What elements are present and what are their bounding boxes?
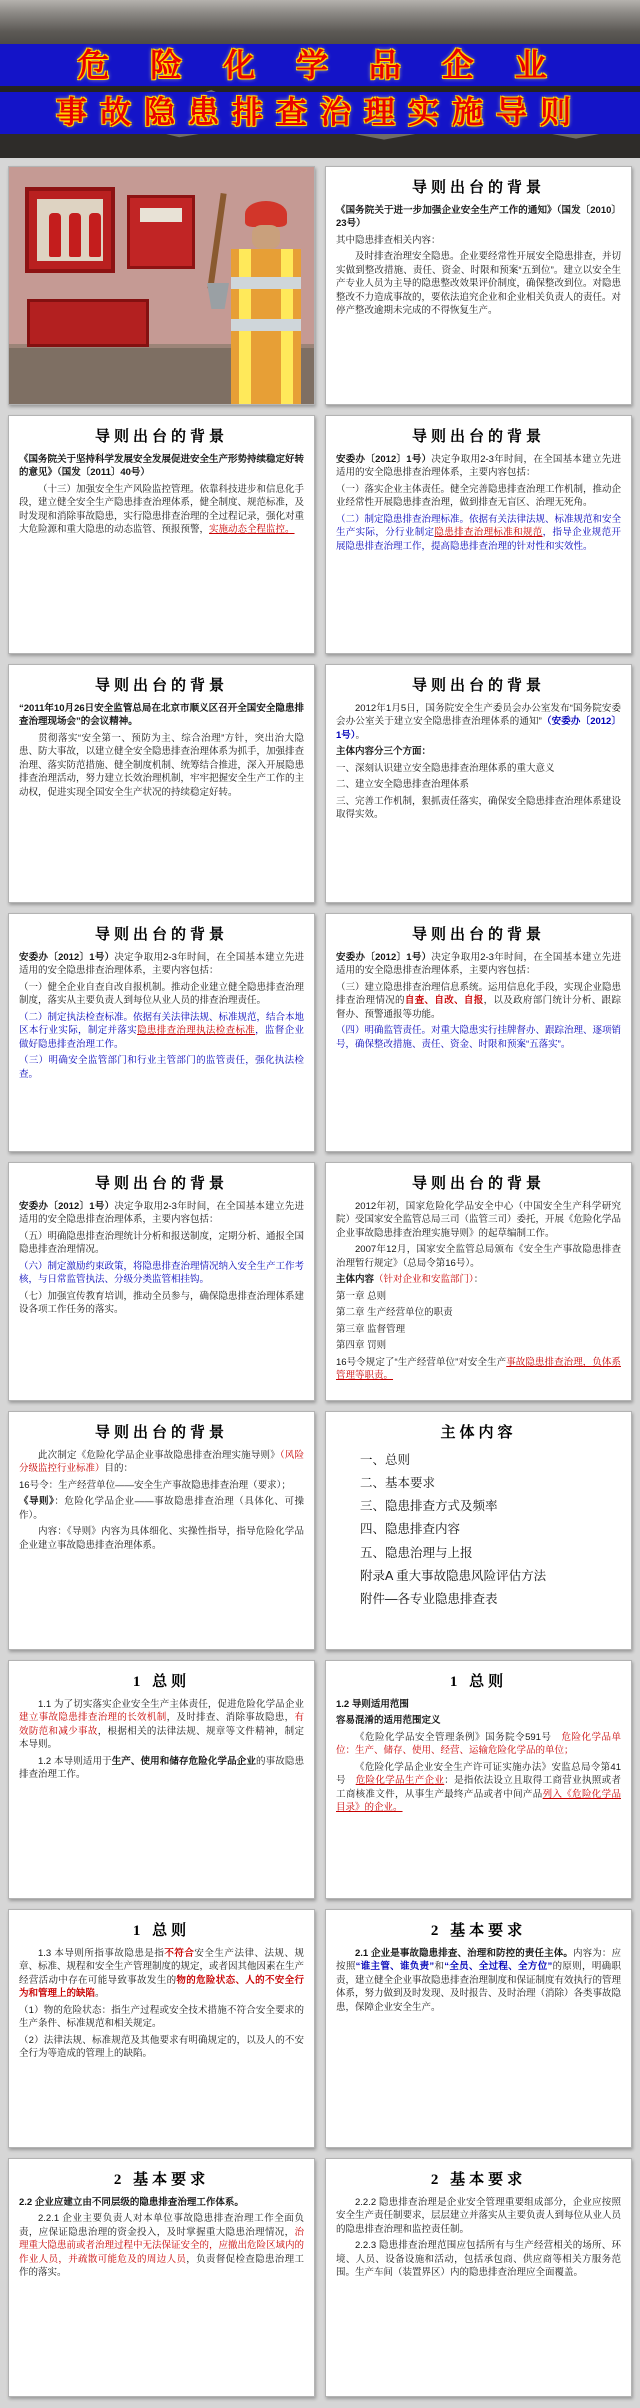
- slide-body: [336, 2196, 621, 2280]
- slide-paragraph: 《国务院关于进一步加强企业安全生产工作的通知》（国发〔2010〕23号）: [336, 205, 621, 230]
- slide-paragraph: 三、隐患排查方式及频率: [360, 1499, 498, 1514]
- slide-paragraph: 1.3 本导则所指事故隐患是指不符合安全生产法律、法规、规章、标准、规程和安全生产管理制度的规定，或者因其他因素在生产经营活动中存在可能导致事故发生的物的危险状态、人的不安全行为和管理上的缺陷。: [19, 1948, 305, 2000]
- slide-paragraph: （四）明确监管责任。对重大隐患实行挂牌督办、跟踪治理、逐项销号，确保整改措施、责任、资金、时限和预案“五落实”。: [336, 1025, 622, 1050]
- slide-paragraph: “2011年10月26日安全监管总局在北京市顺义区召开全国安全隐患排查治理现场会”的会议精神。: [19, 703, 304, 728]
- slide-paragraph: （一）健全企业自查自改自报机制。推动企业建立健全隐患排查治理制度，落实从主要负责人到每位从业人员的排查治理责任。: [19, 981, 305, 1007]
- slide-card: [8, 913, 315, 1152]
- slide-paragraph: 附录A 重大事故隐患风险评估方法: [360, 1568, 547, 1583]
- slide-card: [325, 2158, 632, 2397]
- slide-paragraph: 五、隐患治理与上报: [360, 1545, 473, 1560]
- slide-paragraph: 《导则》：危险化学品企业——事故隐患排查治理（具体化、可操作）。: [19, 1496, 304, 1521]
- slide-paragraph: （二）制定执法检查标准。依据有关法律法规、标准规范，结合本地区本行业实际，制定并落实隐患排查治理执法检查标准，监督企业做好隐患排查治理工作。: [19, 1011, 305, 1050]
- slide-title: 导则出台的背景: [94, 927, 228, 943]
- slide-paragraph: 16号令规定了“生产经营单位”对安全生产事故隐患排查治理，负体系管理等职责。: [336, 1356, 621, 1382]
- slide-paragraph: 2.1 企业是事故隐患排查、治理和防控的责任主体。内容为：应按照“谁主管、谁负责”和“全员、全过程、全方位”的原则，明确职责，建立健全企业事故隐患排查治理制度和保证制度有效执行的管理体系，努力做到及时发现、及时报告、及时治理（消除）各类事故隐患，保障企业安全生产。: [336, 1948, 622, 2013]
- slide-body: [336, 1449, 621, 1611]
- safety-helmet: [245, 201, 287, 227]
- slide-body: [19, 1947, 304, 2061]
- slide-body: [336, 1200, 621, 1383]
- slide-paragraph: （五）明确隐患排查治理统计分析和报送制度，定期分析、通报全国隐患排查治理情况。: [19, 1230, 305, 1256]
- slide-title: 导则出台的背景: [94, 678, 228, 694]
- slide-title: 导则出台的背景: [411, 1176, 545, 1192]
- slide-paragraph: （1）物的危险状态：指生产过程或安全技术措施不符合安全要求的生产条件、标准规范和相关规定。: [19, 2004, 304, 2030]
- slide-body: [19, 1698, 304, 1782]
- slide-paragraph: 第四章 罚则: [336, 1340, 387, 1352]
- slide-paragraph: 其中隐患排查相关内容：: [336, 234, 441, 246]
- slide-body: [336, 1698, 621, 1815]
- slide-title: 导则出台的背景: [411, 678, 545, 694]
- fire-extinguisher: [89, 213, 101, 257]
- reflective-stripe: [231, 277, 301, 289]
- slide-card: [8, 1411, 315, 1650]
- slide-paragraph: （二）制定隐患排查治理标准。依据有关法律法规、标准规范和安全生产实际，分行业制定隐患排查治理标准和规范，指导企业规范开展隐患排查治理工作，提高隐患排查治理的针对性和实效性。: [336, 513, 622, 552]
- slide-body: [336, 951, 621, 1051]
- slide-body: [336, 1947, 621, 2014]
- slide-body: [19, 1449, 304, 1552]
- slide-title: 2 基本要求: [430, 2172, 527, 2188]
- slide-paragraph: 贯彻落实“安全第一、预防为主、综合治理”方针，突出治大隐患、防大事故，以建立健全安全隐患排查治理体系为抓手，加强排查治理、落实防范措施、健全制度机制、统筹结合推进，深入开展隐患排查治理活动，努力建立长效治理机制，牢牢把握安全生产工作的主动权，促进实现全国安全生产状况的持续稳定好转。: [19, 732, 305, 798]
- slide-paragraph: 2007年12月，国家安全监管总局颁布《安全生产事故隐患排查治理暂行规定》（总局令第16号）。: [336, 1244, 621, 1269]
- shovel-blade: [207, 283, 229, 309]
- slide-card: [8, 2158, 315, 2397]
- title-line-1: 危 险 化 学 品 企 业: [0, 44, 640, 86]
- slide-card: [325, 664, 632, 903]
- slide-paragraph: 一、深刻认识建立安全隐患排查治理体系的重大意义: [336, 762, 555, 774]
- slide-paragraph: 2012年初，国家危险化学品安全中心（中国安全生产科学研究院）受国家安全监管总局三司（监管三司）委托，开展《危险化学品企业事故隐患排查治理实施导则》的起草编制工作。: [336, 1201, 622, 1239]
- slide-card: [8, 415, 315, 654]
- slide-title: 1 总则: [132, 1674, 191, 1690]
- fire-box-label: [140, 208, 182, 222]
- reflective-stripe: [231, 319, 301, 331]
- slides-grid: [0, 158, 640, 2405]
- slide-card: [325, 166, 632, 405]
- slide-paragraph: 此次制定《危险化学品企业事故隐患排查治理实施导则》（风险分级监控行业标准）目的：: [19, 1450, 304, 1475]
- slide-body: [19, 951, 304, 1081]
- slide-paragraph: 1.1 为了切实落实企业安全生产主体责任，促进危险化学品企业建立事故隐患排查治理的长效机制，及时排查、消除事故隐患，有效防范和减少事故，根据相关的法律法规、规章等文件精神，制定本导则。: [19, 1699, 304, 1751]
- slide-card: [325, 913, 632, 1152]
- slide-title: 导则出台的背景: [411, 180, 545, 196]
- slide-paragraph: 2012年1月5日，国务院安全生产委员会办公室发布“国务院安委会办公室关于建立安全隐患排查治理体系的通知”（安委办〔2012〕1号）。: [336, 703, 621, 741]
- slide-body: [336, 702, 621, 822]
- slide-paragraph: （三）明确安全监管部门和行业主管部门的监管责任，强化执法检查。: [19, 1055, 304, 1080]
- slide-title: 2 基本要求: [430, 1923, 527, 1939]
- slide-title: 导则出台的背景: [411, 429, 545, 445]
- slide-paragraph: 安委办〔2012〕1号）决定争取用2-3年时间，在全国基本建立先进适用的安全隐患排查治理体系，主要内容包括：: [19, 952, 305, 977]
- slide-card: [325, 1909, 632, 2148]
- slide-card: [8, 664, 315, 903]
- slide-card: [325, 415, 632, 654]
- title-slide: [0, 0, 640, 158]
- slide-paragraph: 安委办〔2012〕1号）决定争取用2-3年时间，在全国基本建立先进适用的安全隐患排查治理体系，主要内容包括：: [336, 454, 622, 479]
- slide-paragraph: 四、隐患排查内容: [360, 1522, 461, 1537]
- slide-title: 导则出台的背景: [94, 429, 228, 445]
- slide-paragraph: （十三）加强安全生产风险监控管理。依靠科技进步和信息化手段，建立健全安全生产隐患排查治理体系，健全制度、规范标准，及时发现和消除事故隐患，实行隐患排查治理的全过程记录，强化对重大危险源和重大隐患的动态监管、预报预警，实施动态全程监控。: [19, 483, 305, 536]
- slide-paragraph: 2.2 企业应建立由不同层级的隐患排查治理工作体系。: [19, 2197, 244, 2208]
- slide-paragraph: 《国务院关于坚持科学发展安全发展促进安全生产形势持续稳定好转的意见》（国发〔2011〕40号）: [19, 454, 305, 479]
- fire-extinguisher-cabinet: [25, 187, 115, 273]
- slide-paragraph: 二、基本要求: [360, 1476, 436, 1491]
- slide-paragraph: 安委办〔2012〕1号）决定争取用2-3年时间，在全国基本建立先进适用的安全隐患排查治理体系，主要内容包括：: [336, 952, 622, 977]
- worker-head: [252, 225, 280, 249]
- slide-paragraph: 《危险化学品企业安全生产许可证实施办法》安监总局令第41号 危险化学品生产企业：是指依法设立且取得工商营业执照或者工商核准文件，从事生产最终产品或者中间产品列入《危险化学品目录》的企业。: [336, 1761, 621, 1814]
- slide-paragraph: （三）建立隐患排查治理信息系统。运用信息化手段，实现企业隐患排查治理情况的自查、自改、自报，以及政府部门统计分析、跟踪督办、预警通报等功能。: [336, 981, 622, 1020]
- slide-paragraph: 二、建立安全隐患排查治理体系: [336, 779, 470, 791]
- slide-paragraph: 1.2 本导则适用于生产、使用和储存危险化学品企业的事故隐患排查治理工作。: [19, 1755, 304, 1781]
- slide-paragraph: 第三章 监督管理: [336, 1323, 406, 1335]
- slide-title: 2 基本要求: [113, 2172, 210, 2188]
- slide-paragraph: （一）落实企业主体责任。健全完善隐患排查治理工作机制，推动企业经常性开展隐患排查治理，做到排查无盲区、治理无死角。: [336, 483, 622, 509]
- slide-title: 导则出台的背景: [94, 1176, 228, 1192]
- slide-paragraph: 安委办〔2012〕1号）决定争取用2-3年时间，在全国基本建立先进适用的安全隐患排查治理体系，主要内容包括：: [19, 1201, 305, 1226]
- slide-paragraph: （七）加强宣传教育培训，推动全员参与，确保隐患排查治理体系建设各项工作任务的落实。: [19, 1290, 305, 1316]
- slide-body: [336, 204, 621, 318]
- slide-card: [325, 1411, 632, 1650]
- slide-card: [8, 1162, 315, 1401]
- slide-paragraph: 内容：《导则》内容为具体细化、实操性指导，指导危险化学品企业建立事故隐患排查治理体系。: [19, 1526, 304, 1551]
- slide-paragraph: 第二章 生产经营单位的职责: [336, 1307, 453, 1319]
- slide-title: 1 总则: [449, 1674, 508, 1690]
- slide-paragraph: 三、完善工作机制，狠抓责任落实，确保安全隐患排查治理体系建设取得实效。: [336, 795, 622, 821]
- slide-card: [325, 1162, 632, 1401]
- fire-extinguisher: [49, 213, 61, 257]
- slide-body: [19, 453, 304, 537]
- slide-body: [19, 2196, 304, 2280]
- slide-paragraph: 及时排查治理安全隐患。企业要经常性开展安全隐患排查，并切实做到整改措施、责任、资金、时限和预案“五到位”。建立以安全生产专业人员为主导的隐患整改效果评价制度，确保整改到位。对隐患整改不力造成事故的，要依法追究企业和企业相关负责人的责任。对停产整改逾期未完成的不得恢复生产。: [336, 251, 622, 317]
- slide-body: [336, 453, 621, 553]
- slide-paragraph: 2.2.1 企业主要负责人对本单位事故隐患排查治理工作全面负责，应保证隐患治理的资金投入，及时掌握重大隐患治理情况，治理重大隐患前或者治理过程中无法保证安全的，应撤出危险区域内的作业人员，并疏散可能危及的周边人员，负责督促检查隐患治理工作的落实。: [19, 2213, 305, 2279]
- shovel-handle: [207, 193, 226, 289]
- cabinet-glass: [37, 199, 103, 261]
- slide-paragraph: 1.2 导则适用范围: [336, 1699, 409, 1710]
- slide-paragraph: 主体内容分三个方面：: [336, 746, 432, 758]
- slide-title: 主体内容: [440, 1425, 517, 1441]
- slide-paragraph: 2.2.3 隐患排查治理范围应包括所有与生产经营相关的场所、环境、人员、设备设施和活动，包括承包商、供应商等相关方服务范围。生产车间（装置界区）内的隐患排查治理应全面覆盖。: [336, 2240, 621, 2279]
- slide-card: [325, 1660, 632, 1899]
- slide-paragraph: 16号令：生产经营单位——安全生产事故隐患排查治理（要求）；: [19, 1479, 291, 1491]
- slide-paragraph: 容易混淆的适用范围定义: [336, 1715, 441, 1727]
- photo-slide-fire-equipment: [8, 166, 315, 405]
- slide-paragraph: 2.2.2 隐患排查治理是企业安全管理重要组成部分，企业应按照安全生产责任制要求，层层建立并落实从主要负责人到每位从业人员的隐患排查治理和监控责任制。: [336, 2197, 622, 2235]
- slide-title: 导则出台的背景: [94, 1425, 228, 1441]
- fire-extinguisher: [69, 213, 81, 257]
- slide-paragraph: 一、总则: [360, 1453, 411, 1467]
- fire-hose-box: [127, 195, 195, 269]
- slide-card: [8, 1909, 315, 2148]
- slide-paragraph: 第一章 总则: [336, 1290, 387, 1302]
- slide-body: [19, 702, 304, 799]
- slide-paragraph: 附件—各专业隐患排查表: [360, 1591, 498, 1606]
- worker-hi-vis-vest: [231, 249, 301, 405]
- slide-body: [19, 1200, 304, 1317]
- slide-paragraph: 主体内容（针对企业和安监部门）：: [336, 1274, 484, 1286]
- slide-paragraph: （六）制定激励约束政策，将隐患排查治理情况纳入安全生产工作考核，与日常监管执法、分级分类监管相挂钩。: [19, 1260, 305, 1286]
- slide-paragraph: 《危险化学品安全管理条例》国务院令591号 危险化学品单位：生产、储存、使用、经营、运输危险化学品的单位；: [336, 1731, 621, 1757]
- equipment-chest: [27, 299, 149, 347]
- slide-title: 导则出台的背景: [411, 927, 545, 943]
- title-line-2: 事故隐患排查治理实施导则: [0, 92, 640, 134]
- slide-card: [8, 1660, 315, 1899]
- slide-title: 1 总则: [132, 1923, 191, 1939]
- slide-paragraph: （2）法律法规、标准规范及其他要求有明确规定的，以及人的不安全行为等造成的管理上的缺陷。: [19, 2034, 304, 2060]
